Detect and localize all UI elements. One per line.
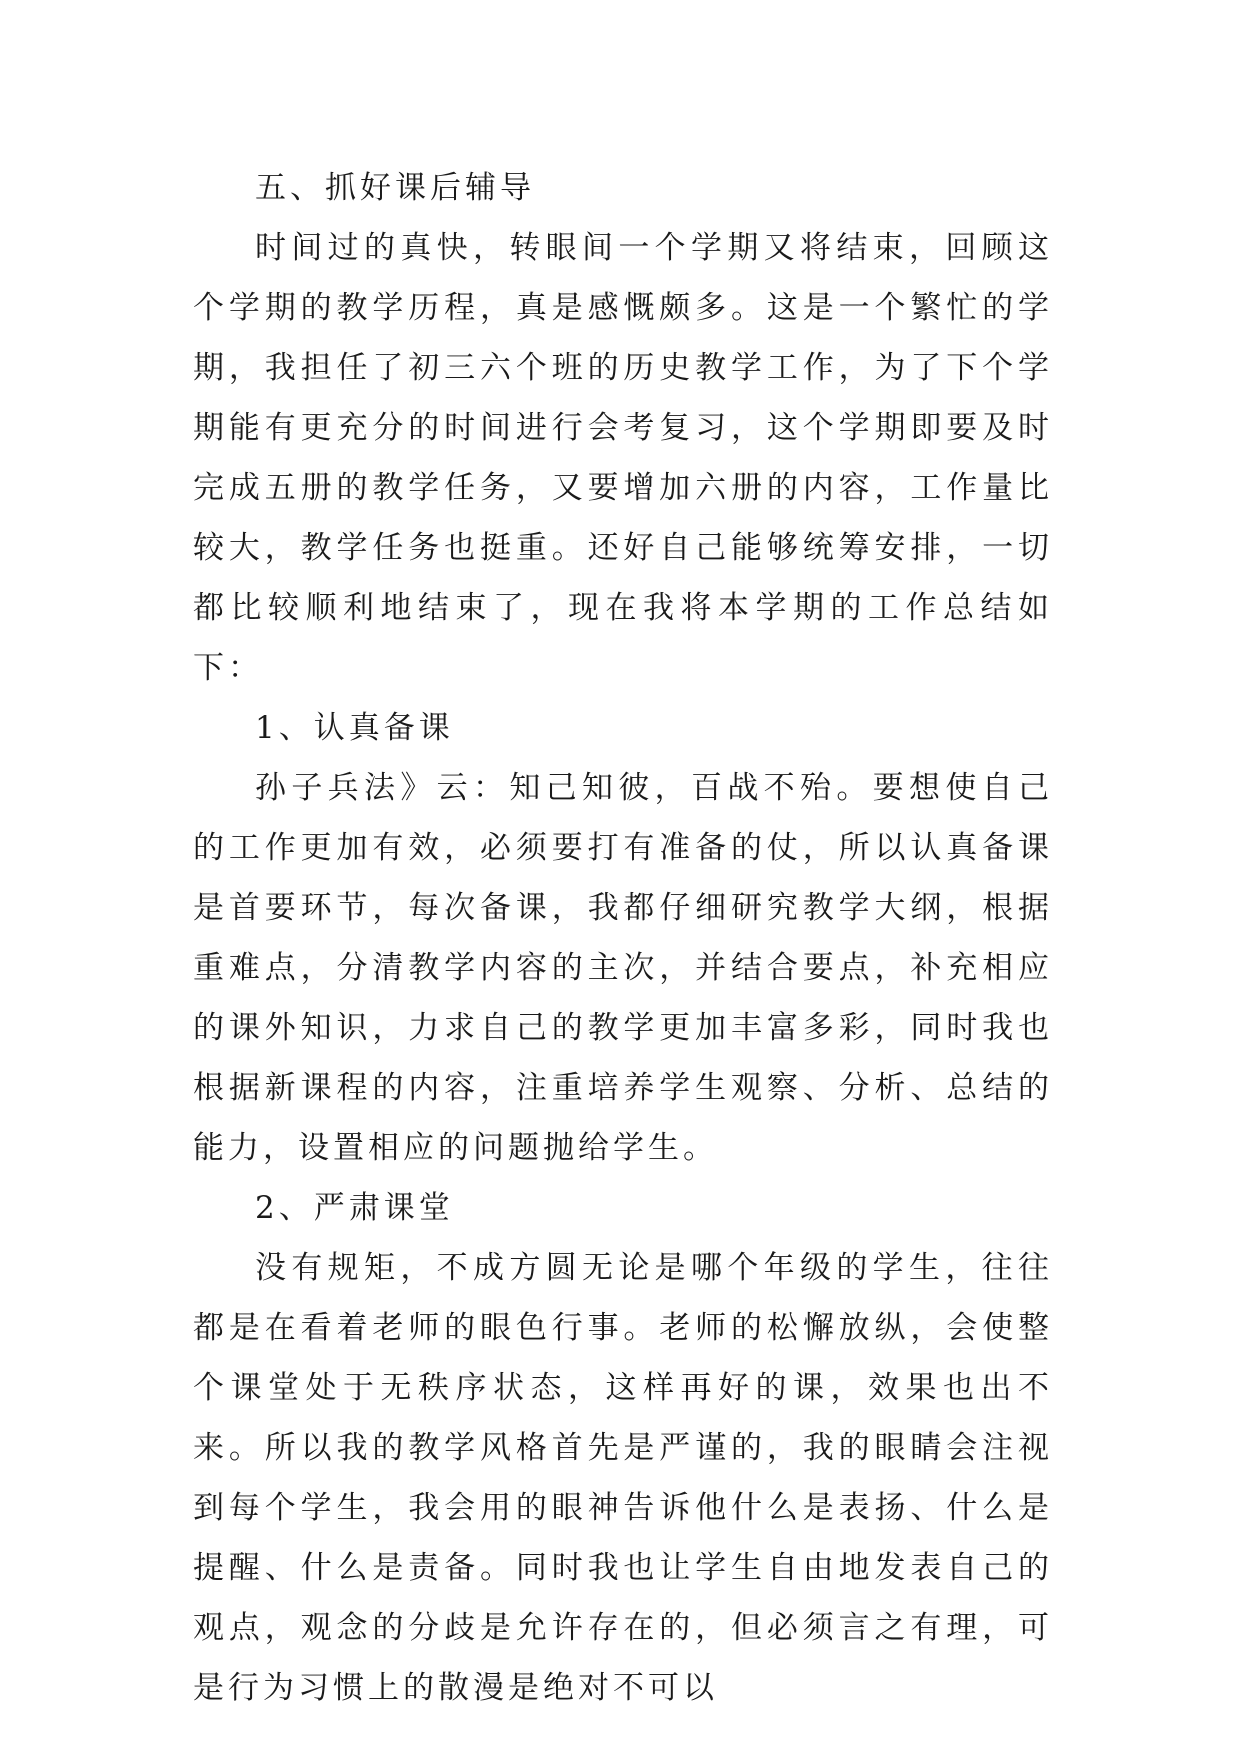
strict-classroom-paragraph: 没有规矩，不成方圆无论是哪个年级的学生，往往都是在看着老师的眼色行事。老师的松懈放纵，会使整个课堂处于无秩序状态，这样再好的课，效果也出不来。所以我的教学风格首先是严谨的，我的眼睛会注视到每个学生，我会用的眼神告诉他什么是表扬、什么是提醒、什么是责备。同时我也让学生自由地发表自己的观点，观念的分歧是允许存在的，但必须言之有理，可是行为习惯上的散漫是绝对不可以 (193, 1250, 1053, 1706)
prepare-lessons-paragraph: 孙子兵法》云：知己知彼，百战不殆。要想使自己的工作更加有效，必须要打有准备的仗，所以认真备课是首要环节，每次备课，我都仔细研究教学大纲，根据重难点，分清教学内容的主次，并结合要点，补充相应的课外知识，力求自己的教学更加丰富多彩，同时我也根据新课程的内容，注重培养学生观察、分析、总结的能力，设置相应的问题抛给学生。 (193, 770, 1053, 1166)
subheading-prepare-lessons: 1、认真备课 (255, 710, 454, 746)
document-body (193, 158, 1053, 1718)
subheading-strict-classroom: 2、严肃课堂 (255, 1190, 454, 1226)
intro-paragraph: 时间过的真快，转眼间一个学期又将结束，回顾这个学期的教学历程，真是感慨颇多。这是一个繁忙的学期，我担任了初三六个班的历史教学工作，为了下个学期能有更充分的时间进行会考复习，这个学期即要及时完成五册的教学任务，又要增加六册的内容，工作量比较大，教学任务也挺重。还好自己能够统筹安排，一切都比较顺利地结束了，现在我将本学期的工作总结如下： (193, 230, 1053, 686)
section-heading-5: 五、抓好课后辅导 (255, 170, 535, 206)
